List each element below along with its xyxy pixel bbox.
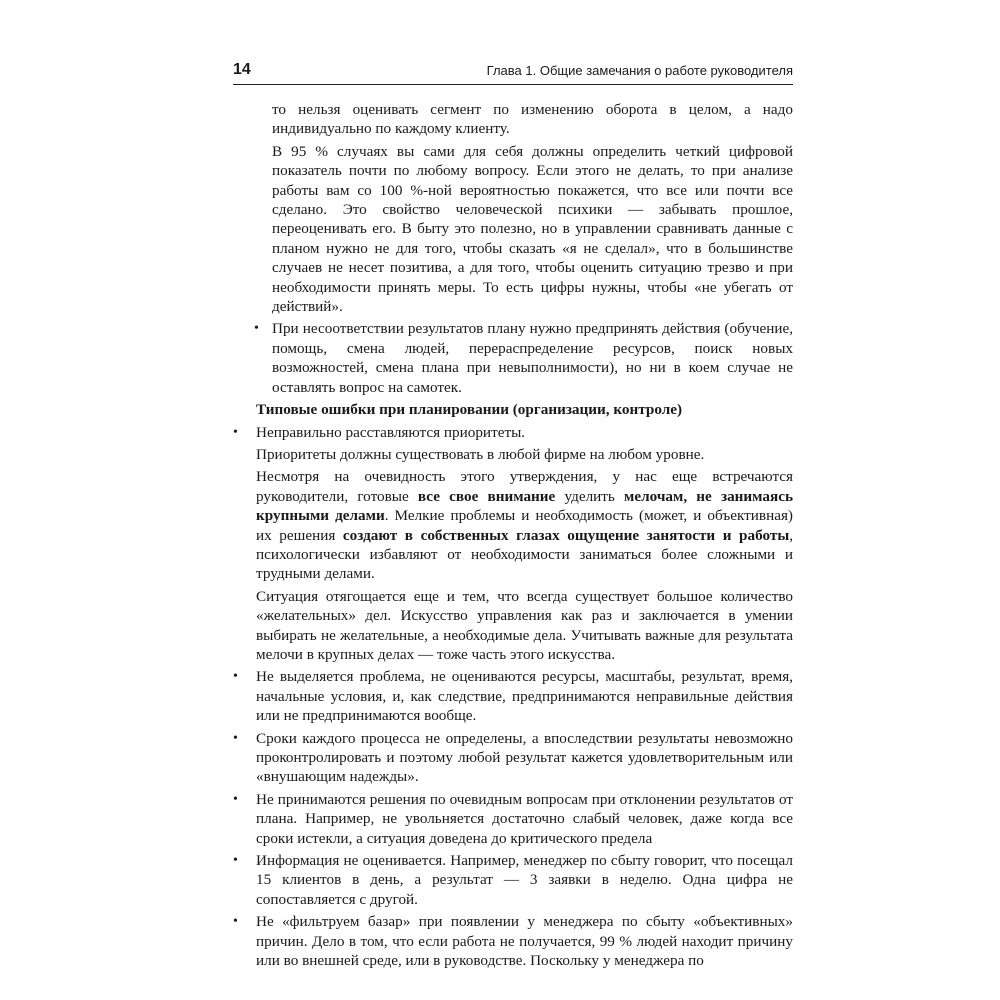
- running-header: [233, 60, 793, 85]
- paragraph: Приоритеты должны существовать в любой фирме на любом уровне.: [256, 445, 705, 463]
- bullet-item: • Не «фильтруем базар» при появлении у менеджера по сбыту «объективных» причин. Дело в том, что если работа не получается, 99 % людей находит причину или во внешней среде, или в руководстве. Поскольку у менеджера по: [233, 912, 793, 970]
- page-body: [233, 100, 793, 973]
- text-run: уделить: [555, 487, 625, 505]
- paragraph: Ситуация отягощается еще и тем, что всегда существует большое количество «желательных» дел. Искусство управления как раз и заключается в умении выбирать не желательные, а необходимые дела. Учитывать важные для результата мелочи в крупных делах — тоже часть этого искусства.: [256, 587, 793, 663]
- bullet-item: • Сроки каждого процесса не определены, а впоследствии результаты невозможно проконтролировать и поэтому любой результат кажется удовлетворительным или «внушающим надежды».: [233, 729, 793, 787]
- bullet-item: • Не принимаются решения по очевидным вопросам при отклонении результатов от плана. Например, не увольняется достаточно слабый человек, даже когда все сроки истекли, а ситуация доведена до критического предела: [233, 790, 793, 848]
- bold-text: создают в собственных глазах ощущение занятости и работы: [342, 526, 790, 544]
- paragraph: то нельзя оценивать сегмент по изменению оборота в целом, а надо индивидуально по каждому клиенту.: [272, 101, 793, 138]
- section-heading: Типовые ошибки при планировании (организации, контроле): [256, 401, 683, 419]
- bullet-item: • Неправильно расставляются приоритеты.: [233, 423, 793, 442]
- bullet-item: • Не выделяется проблема, не оцениваются ресурсы, масштабы, результат, время, начальные условия, и, как следствие, предпринимаются неправильные действия или не предпринимаются вообще.: [233, 667, 793, 725]
- text-run: . Мелкие проблемы и необходимость (может, и объективная) их решения: [256, 507, 793, 544]
- text-run: , психологически избавляют от необходимости заниматься более сложными и трудными делами.: [256, 526, 794, 583]
- paragraph-with-emphasis: [233, 467, 793, 583]
- paragraph: В 95 % случаях вы сами для себя должны определить четкий цифровой показатель почти по любому вопросу. Если этого не делать, то при анализе работы вам со 100 %-ной вероятностью покажется, что все или почти все сделано. Это свойство человеческой психики — забывать прошлое, переоценивать его. В быту это полезно, но в управлении сравнивать данные с планом нужно не для того, чтобы сказать «я не сделал», что в большинстве случаев не несет позитива, а для того, чтобы оценить ситуацию трезво и при необходимости принять меры. То есть цифры нужны, чтобы «не убегать от действий».: [272, 142, 793, 316]
- page-number: 14: [233, 61, 251, 78]
- chapter-title: Глава 1. Общие замечания о работе руководителя: [486, 63, 793, 78]
- bullet-item: • Информация не оценивается. Например, менеджер по сбыту говорит, что посещал 15 клиентов в день, а результат — 3 заявки в неделю. Одна цифра не сопоставляется с другой.: [233, 851, 793, 909]
- bold-text: все свое внимание: [417, 487, 556, 505]
- text-run: Несмотря на очевидность этого утверждения, у нас еще встречаются руководители, готовые: [256, 468, 793, 505]
- bullet-item: • При несоответствии результатов плану нужно предпринять действия (обучение, помощь, смена людей, перераспределение ресурсов, поиск новых возможностей, смена плана при невыполнимости), но ни в коем случае не оставлять вопрос на самотек.: [233, 319, 793, 397]
- bold-text: мелочам, не занимаясь крупными делами: [256, 487, 793, 525]
